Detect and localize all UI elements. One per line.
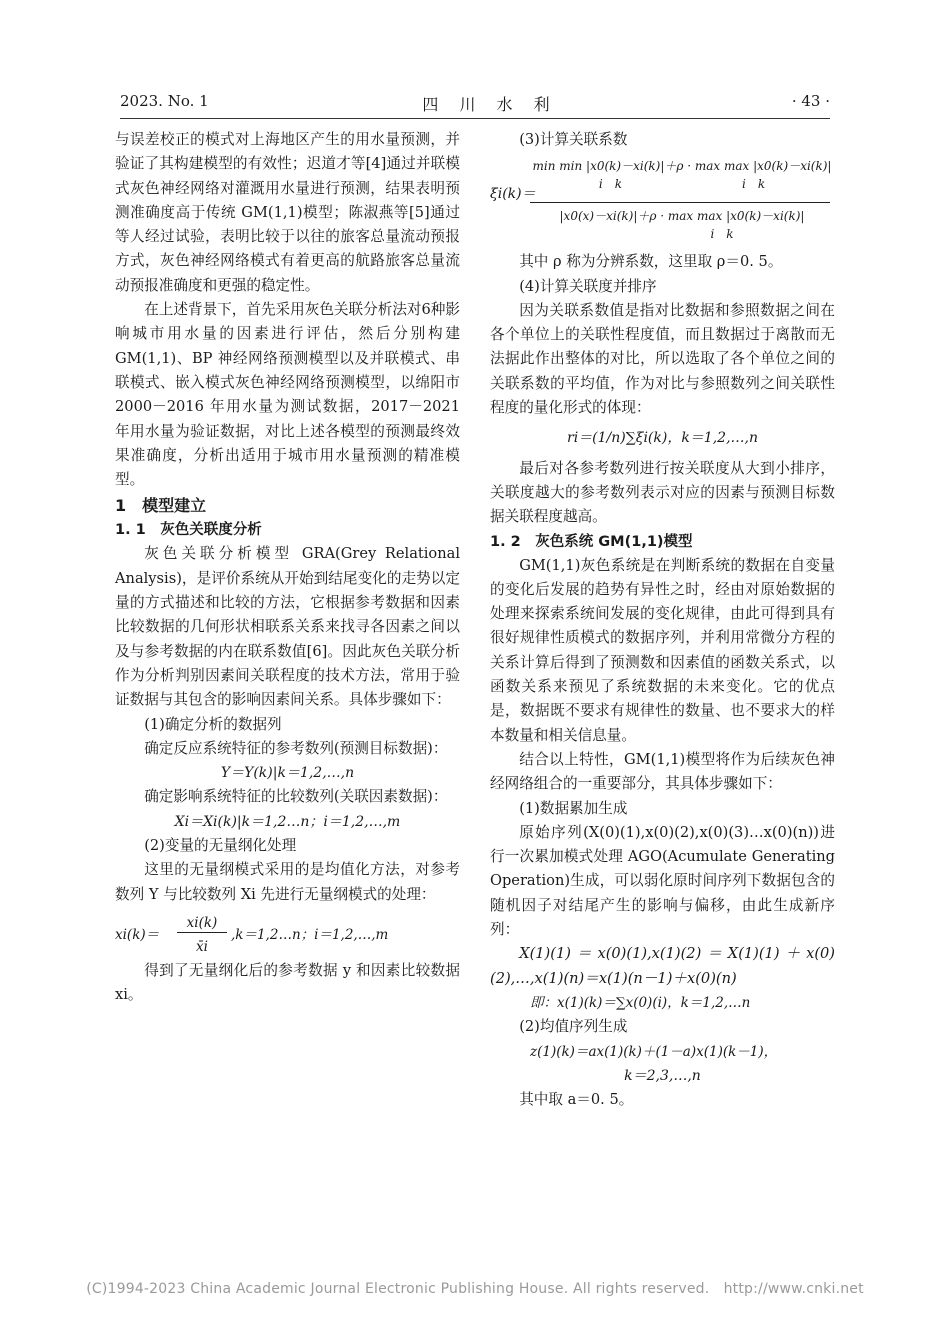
- equation: Xi＝Xi(k)|k＝1,2…n；i＝1,2,…,m: [174, 813, 401, 830]
- eq-rhs: ,k＝1,2…n；i＝1,2,…,m: [231, 926, 389, 943]
- paragraph: 其中取 a＝0. 5。: [519, 1091, 634, 1109]
- paragraph: 原始序列(X(0)(1),x(0)(2),x(0)(3)…x(0)(n))进行一次累加模式处理 AGO(Acumulate Generating Operation)生成，可以弱化原时间序列下数据包含的随机因子对结尾产生的影响与偏移，由此生成新序列：: [490, 823, 835, 939]
- equation-sequence: X(1)(1)＝x(0)(1),x(1)(2)＝X(1)(1)＋x(0)(2),…,x(1)(n)＝x(1)(n－1)＋x(0)(n): [490, 945, 835, 987]
- paragraph: 灰色关联分析模型 GRA(Grey Relational Analysis)，是评价系统从开始到结尾变化的走势以定量的方式描述和比较的方法，它根据参考数据和因素比较数据的几何形状相联系关系来找寻各因素之间以及与参考数据的内在联系数值[6]。因此灰色关联分析作为分析判别因素间关联程度的技术方法，常用于验证数据与其包含的影响因素间关系。具体步骤如下：: [115, 545, 460, 709]
- step-label: (2)变量的无量纲化处理: [144, 837, 297, 855]
- right-column: [490, 128, 835, 1112]
- paragraph: 确定反应系统特征的参考数列(预测目标数据)：: [144, 739, 448, 757]
- eq-denominator: |x0(x)－xi(k)|＋ρ · max max |x0(k)－xi(k)|: [559, 209, 805, 224]
- paragraph: 得到了无量纲化后的参考数据 y 和因素比较数据 xi。: [115, 961, 460, 1004]
- paragraph: 因为关联系数值是指对比数据和参照数据之间在各个单位上的关联性程度值，而且数据过于离散而无法据此作出整体的对比，所以选取了各个单位之间的关联系数的平均值，作为对比与参照数列之间关联性程度的量化形式的体现：: [490, 301, 835, 417]
- equation: z(1)(k)＝ax(1)(k)＋(1－a)x(1)(k－1)，: [530, 1043, 778, 1060]
- page-number: · 43 ·: [791, 92, 830, 110]
- step-label: (1)数据累加生成: [519, 799, 628, 817]
- equation: k＝2,3,…,n: [624, 1067, 701, 1084]
- paragraph: 确定影响系统特征的比较数列(关联因素数据)：: [144, 788, 448, 806]
- copyright-footer: (C)1994-2023 China Academic Journal Electronic Publishing House. All rights reserved. http://www.cnki.net: [86, 1281, 864, 1297]
- step-label: (3)计算关联系数: [519, 131, 628, 148]
- fraction-bar: [530, 202, 830, 203]
- equation: ri＝(1/n)∑ξi(k)，k＝1,2,…,n: [567, 430, 758, 447]
- step-label: (4)计算关联度并排序: [519, 277, 657, 295]
- eq-denominator-subscripts: i k: [710, 227, 734, 242]
- eq-numerator: min min |x0(k)－xi(k)|＋ρ · max max |x0(k)－xi(k)|: [532, 159, 832, 174]
- paragraph: 在上述背景下，首先采用灰色关联分析法对6种影响城市用水量的因素进行评估，然后分别构建 GM(1,1)、BP 神经网络预测模型以及并联模式、串联模式、嵌入模式灰色神经网络预测模型，以绵阳市 2000－2016 年用水量为测试数据，2017－2021 年用水量为验证数据，对比上述各模型的预测最终效果准确度，分析出适用于城市用水量预测的精准模型。: [115, 301, 460, 489]
- equation: Y＝Y(k)|k＝1,2,…,n: [220, 765, 355, 782]
- equation-correlation-coefficient: [490, 158, 835, 244]
- journal-title: 四 川 水 利: [422, 95, 558, 114]
- left-column: [115, 128, 460, 1008]
- issue-number: 2023. No. 1: [120, 92, 209, 110]
- fraction-bar: [177, 932, 227, 933]
- step-label: (1)确定分析的数据列: [144, 715, 282, 733]
- subsection-heading: 1. 1 灰色关联度分析: [115, 522, 262, 539]
- eq-numerator: xi(k): [186, 914, 218, 931]
- subsection-heading: 1. 2 灰色系统 GM(1,1)模型: [490, 533, 693, 550]
- paragraph: 与误差校正的模式对上海地区产生的用水量预测，并验证了其构建模型的有效性；迟道才等[4]通过并联模式灰色神经网络对灌溉用水量进行预测，结果表明预测准确度高于传统 GM(1,1)模型；陈淑燕等[5]通过等人经过试验，表明比较于以往的旅客总量流动预报方式，灰色神经网络模式有着更高的航路旅客总量流动预报准确度和更强的稳定性。: [115, 131, 460, 294]
- paragraph: 最后对各参考数列进行按关联度从大到小排序，关联度越大的参考数列表示对应的因素与预测目标数据关联程度越高。: [490, 459, 835, 526]
- paragraph: 结合以上特性，GM(1,1)模型将作为后续灰色神经网络组合的一重要部分，其具体步骤如下：: [490, 750, 835, 793]
- eq-lhs: xi(k)＝: [115, 926, 160, 943]
- paragraph: GM(1,1)灰色系统是在判断系统的数据在自变量的变化后发展的趋势有异性之时，经由对原始数据的处理来探索系统间发展的变化规律，由此可得到具有很好规律性质模式的数据序列，并利用常微分方程的关系计算后得到了预测数和因素值的函数关系式，以函数关系来预见了系统数据的未来变化。它的优点是，数据既不要求有规律性的数量、也不要求大的样本数量和相关信息量。: [490, 556, 835, 744]
- paragraph: 这里的无量纲模式采用的是均值化方法，对参考数列 Y 与比较数列 Xi 先进行无量纲模式的处理：: [115, 861, 460, 903]
- eq-lhs: ξi(k)＝: [490, 186, 536, 203]
- page-header: [120, 92, 830, 118]
- equation-normalization: [115, 911, 460, 955]
- header-rule: [120, 118, 830, 119]
- eq-denominator: x̄i: [196, 938, 208, 955]
- section-heading: 1 模型建立: [115, 496, 207, 516]
- step-label: (2)均值序列生成: [519, 1018, 628, 1036]
- paragraph: 其中 ρ 称为分辨系数，这里取 ρ＝0. 5。: [519, 253, 783, 271]
- equation: 即：x(1)(k)＝∑x(0)(i)，k＝1,2,…n: [530, 994, 751, 1011]
- eq-numerator-subscripts: i k i k: [598, 177, 766, 192]
